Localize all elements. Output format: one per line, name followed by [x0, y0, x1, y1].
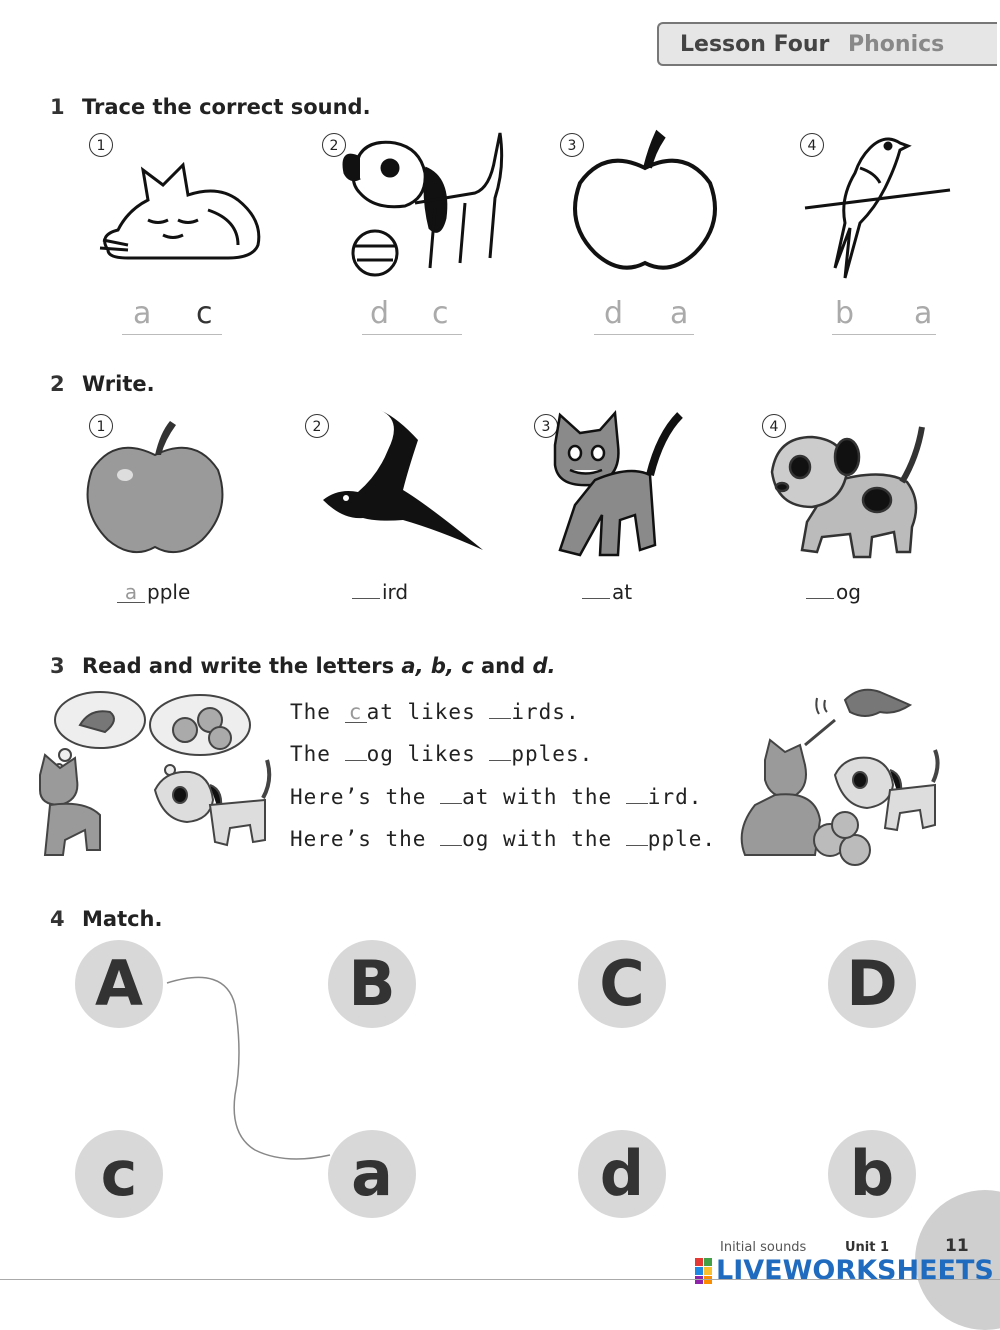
- trace-letter[interactable]: c: [196, 296, 213, 331]
- item-number: 3: [534, 414, 558, 438]
- item-number: 1: [89, 133, 113, 157]
- answer-blank[interactable]: [440, 827, 462, 846]
- trace-letter[interactable]: a: [670, 296, 689, 331]
- liveworksheets-brand[interactable]: LIVEWORKSHEETS: [716, 1255, 994, 1286]
- match-upper-c[interactable]: C: [578, 940, 666, 1028]
- sentence-3: Here’s the at with the ird.: [290, 785, 703, 809]
- cat-icon: [88, 140, 268, 270]
- answer-blank[interactable]: [582, 580, 610, 599]
- apple-icon: [565, 128, 725, 278]
- section-1-number: 1: [50, 95, 65, 119]
- trace-letter[interactable]: d: [604, 296, 624, 331]
- trace-letter[interactable]: c: [432, 296, 449, 331]
- cat-dog-thinking-illustration: [15, 690, 275, 860]
- section-3-number: 3: [50, 654, 65, 678]
- write-word-dog: og: [806, 580, 861, 604]
- answer-blank[interactable]: [626, 827, 648, 846]
- sentence-2: The og likes pples.: [290, 742, 594, 766]
- answer-blank[interactable]: [440, 785, 462, 804]
- liveworksheets-logo-icon: [695, 1258, 713, 1284]
- footer-topic: Initial sounds: [720, 1240, 807, 1255]
- lesson-topic: Phonics: [848, 32, 945, 57]
- answer-blank[interactable]: a: [117, 584, 145, 603]
- answer-blank[interactable]: [626, 785, 648, 804]
- page-number: 11: [945, 1236, 969, 1256]
- match-upper-b[interactable]: B: [328, 940, 416, 1028]
- answer-blank[interactable]: [352, 580, 380, 599]
- section-1-title: Trace the correct sound.: [82, 95, 371, 119]
- item-number: 2: [305, 414, 329, 438]
- trace-letter[interactable]: b: [835, 296, 855, 331]
- answer-blank[interactable]: c: [345, 704, 367, 723]
- write-word-bird: ird: [352, 580, 408, 604]
- trace-letter[interactable]: a: [133, 296, 152, 331]
- cat-icon: [540, 405, 690, 560]
- footer-unit: Unit 1: [845, 1240, 890, 1255]
- section-4-number: 4: [50, 907, 65, 931]
- dog-icon: [335, 128, 515, 278]
- match-line: [165, 975, 345, 1175]
- item-number: 4: [800, 133, 824, 157]
- bird-icon: [318, 410, 488, 555]
- section-3-title: Read and write the letters a, b, c and d.: [82, 654, 556, 678]
- lesson-title: Lesson Four: [680, 32, 830, 57]
- match-upper-d[interactable]: D: [828, 940, 916, 1028]
- apple-icon: [80, 415, 230, 560]
- section-4-title: Match.: [82, 907, 163, 931]
- bottom-divider: [0, 1279, 1000, 1280]
- section-2-title: Write.: [82, 372, 155, 396]
- item-number: 4: [762, 414, 786, 438]
- answer-blank[interactable]: [489, 742, 511, 761]
- match-upper-a[interactable]: A: [75, 940, 163, 1028]
- item-number: 3: [560, 133, 584, 157]
- item-number: 2: [322, 133, 346, 157]
- answer-blank[interactable]: [806, 580, 834, 599]
- trace-letter[interactable]: a: [914, 296, 933, 331]
- sentence-1: The c at likes irds.: [290, 700, 580, 724]
- write-word-cat: at: [582, 580, 632, 604]
- section-2-number: 2: [50, 372, 65, 396]
- trace-line: [362, 334, 462, 335]
- trace-line: [122, 334, 222, 335]
- cat-dog-bird-illustration: [735, 680, 945, 870]
- trace-line: [832, 334, 936, 335]
- match-lower-c[interactable]: c: [75, 1130, 163, 1218]
- answer-blank[interactable]: [345, 742, 367, 761]
- sentence-4: Here’s the og with the pple.: [290, 827, 717, 851]
- item-number: 1: [89, 414, 113, 438]
- match-lower-b[interactable]: b: [828, 1130, 916, 1218]
- write-word-apple: a pple: [117, 580, 190, 604]
- trace-letter[interactable]: d: [370, 296, 390, 331]
- bird-icon: [800, 128, 960, 283]
- match-lower-d[interactable]: d: [578, 1130, 666, 1218]
- match-lower-a[interactable]: a: [328, 1130, 416, 1218]
- trace-line: [594, 334, 694, 335]
- answer-blank[interactable]: [489, 700, 511, 719]
- dog-icon: [762, 422, 932, 562]
